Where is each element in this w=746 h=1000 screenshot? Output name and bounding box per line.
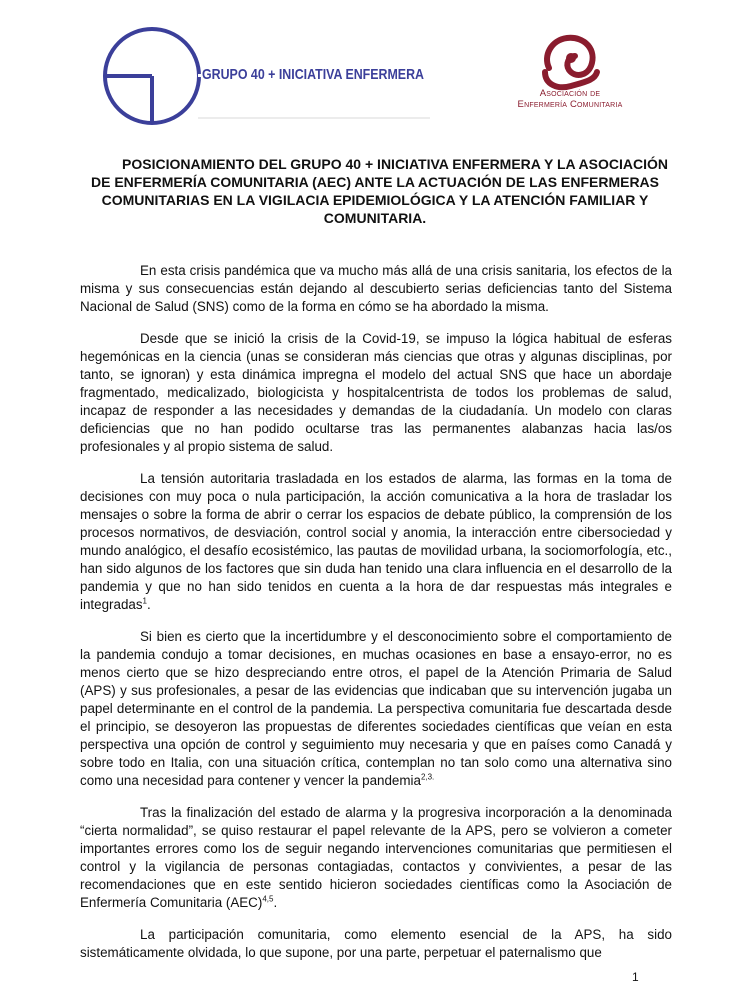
aec-caption-line2: Enfermería Comunitaria (517, 99, 623, 110)
paragraph-text: Si bien es cierto que la incertidumbre y el desconocimiento sobre el comportamiento de la pandemia condujo a tomar decisiones, en muchas ocasiones en base a ensayo-error, no es menos cierto que se hizo despreciando entre otros, el papel de la Atención Primaria de Salud (APS) y sus profesionales, a pesar de las evidencias que indicaban que su intervención jugaba un papel determinante en el control de la pandemia. La perspectiva comunitaria fue descartada desde el principio, se desoyeron las propuestas de diferentes sociedades científicas que veían en esta perspectiva una opción de control y seguimiento muy necesaria y que en países como Canadá y sobre todo en Italia, con una situación crítica, contemplan no tan solo como una alternativa sino como una necesidad para contener y vencer la pandemia (80, 629, 672, 788)
grupo40-logo-text: GRUPO 40 + INICIATIVA ENFERMERA (202, 66, 425, 83)
paragraph (80, 262, 672, 316)
paragraph-text: Tras la finalización del estado de alarma y la progresiva incorporación a la denominada “cierta normalidad”, se quiso restaurar el papel relevante de la APS, pero se volvieron a cometer importantes errores como los de seguir negando intervenciones comunitarias que permitiesen el control y la vigilancia de personas contagiadas, contactos y convivientes, a pesar de las recomendaciones que en este sentido hicieron sociedades científicas como la Asociación de Enfermería Comunitaria (AEC) (80, 805, 672, 910)
grupo40-logo (100, 22, 440, 130)
paragraph (80, 470, 672, 614)
paragraph-tail: . (273, 895, 278, 910)
paragraph-text: En esta crisis pandémica que va mucho más allá de una crisis sanitaria, los efectos de la misma y sus consecuencias están dejando al descubierto serias deficiencias tanto del Sistema Nacional de Salud (SNS) como de la forma en cómo se ha abordado la misma. (80, 263, 672, 314)
paragraph-tail: . (147, 597, 151, 612)
page-number: 1 (632, 970, 639, 984)
paragraph (80, 330, 672, 456)
aec-logo-caption (505, 88, 635, 110)
document-body (80, 262, 672, 976)
paragraph (80, 804, 672, 912)
aec-caption-line1: Asociación de (539, 88, 601, 99)
footnote-ref: 2,3. (420, 772, 435, 782)
document-title: POSICIONAMIENTO DEL GRUPO 40 + INICIATIVA ENFERMERA Y LA ASOCIACIÓN DE ENFERMERÍA COMUNITARIA (AEC) ANTE LA ACTUACIÓN DE LAS ENFERMERAS COMUNITARIAS EN LA VIGILACIA EPIDEMIOLÓGICA Y LA ATENCIÓN FAMILIAR Y COMUNITARIA. (90, 156, 668, 226)
paragraph-text: Desde que se inició la crisis de la Covid-19, se impuso la lógica habitual de esferas hegemónicas en la ciencia (unas se consideran más ciencias que otras y algunas disciplinas, por tanto, se ignoran) y esta dinámica impregna el modelo del actual SNS que hace un abordaje fragmentado, medicalizado, biologicista y hospitalcentrista de todos los problemas de salud, incapaz de responder a las necesidades y demandas de la ciudadanía. Un modelo con claras deficiencias que no han podido ocultarse tras las permanentes alabanzas hacia las/os profesionales y al propio sistema de salud. (80, 331, 672, 454)
footnote-ref: 1 (142, 596, 147, 606)
footnote-ref: 4,5 (262, 894, 274, 904)
paragraph (80, 628, 672, 790)
paragraph-text: La participación comunitaria, como elemento esencial de la APS, ha sido sistemáticamente olvidada, lo que supone, por una parte, perpetuar el paternalismo que (80, 927, 672, 960)
paragraph-text: La tensión autoritaria trasladada en los estados de alarma, las formas en la toma de decisiones con muy poca o nula participación, la acción comunicativa a la hora de trasladar los mensajes o sobre la forma de abrir o cerrar los espacios de debate público, la comprensión de los procesos normativos, de desviación, control social y anomia, la interacción entre cibersociedad y mundo analógico, el desafío ecosistémico, las pautas de movilidad urbana, la sociomorfología, etc., han sido algunos de los factores que sin duda han tenido una clara influencia en el desarrollo de la pandemia y que no han sido tenidos en cuenta a la hora de dar respuestas más integrales e integradas (80, 471, 672, 612)
paragraph (80, 926, 672, 962)
